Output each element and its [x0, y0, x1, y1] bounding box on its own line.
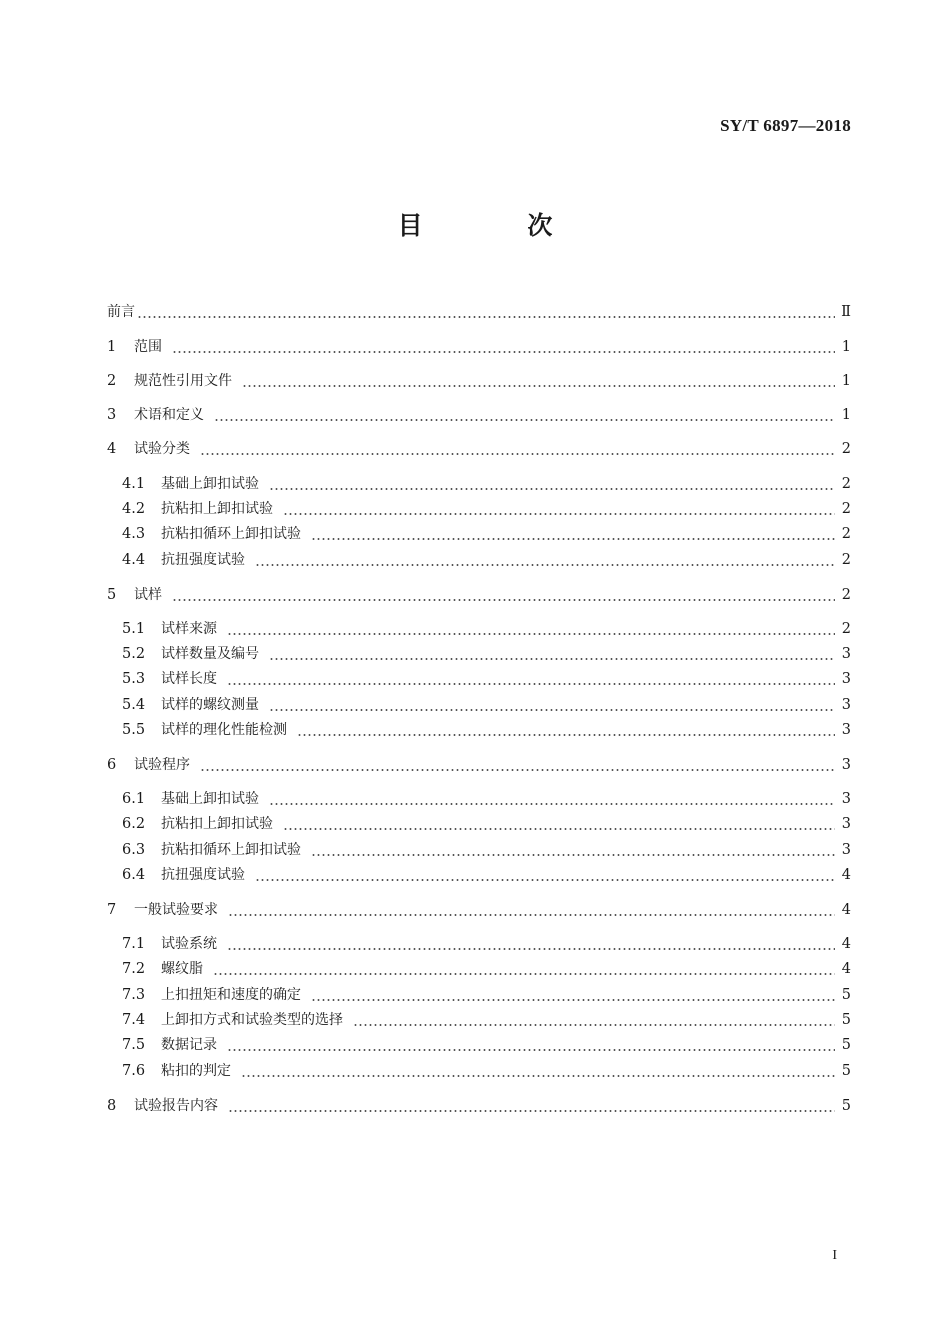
- toc-entry-number: 7.1: [122, 936, 146, 952]
- toc-entry[interactable]: [122, 1060, 851, 1082]
- dot-leader: [311, 839, 835, 861]
- toc-entry-number: 5.2: [122, 646, 146, 662]
- dot-leader: [200, 438, 835, 460]
- toc-entry-label: 上扣扭矩和速度的确定: [161, 987, 301, 1003]
- toc-entry-number: 6: [107, 757, 117, 773]
- toc-entry-page: 5: [841, 987, 851, 1003]
- toc-entry-label: 数据记录: [161, 1037, 217, 1053]
- toc-entry[interactable]: [122, 549, 851, 571]
- dot-leader: [137, 301, 835, 323]
- toc-entry-label: 抗扭强度试验: [161, 552, 245, 568]
- toc-entry-number: 7: [107, 902, 117, 918]
- toc-entry-label: 试验报告内容: [134, 1098, 218, 1114]
- toc-entry-label: 抗粘扣循环上卸扣试验: [161, 842, 301, 858]
- toc-entry-page: 4: [841, 961, 851, 977]
- toc-entry[interactable]: [107, 336, 851, 358]
- toc-entry-label: 粘扣的判定: [161, 1063, 231, 1079]
- dot-leader: [269, 643, 835, 665]
- dot-leader: [297, 719, 835, 741]
- toc-entry-number: 3: [107, 407, 117, 423]
- toc-entry-label: 试样来源: [161, 621, 217, 637]
- toc-entry[interactable]: [107, 899, 851, 921]
- dot-leader: [228, 899, 835, 921]
- toc-entry-number: 7.5: [122, 1037, 146, 1053]
- toc-entry-label: 试样数量及编号: [161, 646, 259, 662]
- dot-leader: [269, 473, 835, 495]
- toc-entry-page: 2: [841, 587, 851, 603]
- dot-leader: [228, 1095, 835, 1117]
- toc-entry-number: 7.2: [122, 961, 146, 977]
- toc-entry-page: 1: [841, 339, 851, 355]
- page-title: 目 次: [397, 211, 601, 240]
- toc-entry-label: 试样的螺纹测量: [161, 697, 259, 713]
- dot-leader: [200, 754, 835, 776]
- toc-entry-label: 试样的理化性能检测: [161, 722, 287, 738]
- toc-entry[interactable]: [122, 473, 851, 495]
- dot-leader: [255, 864, 835, 886]
- toc-entry-label: 试样: [134, 587, 162, 603]
- toc-entry[interactable]: [122, 813, 851, 835]
- toc-entry-page: 4: [841, 902, 851, 918]
- dot-leader: [283, 498, 835, 520]
- dot-leader: [172, 584, 835, 606]
- toc-entry-label: 试验系统: [161, 936, 217, 952]
- toc-entry-page: 3: [841, 842, 851, 858]
- dot-leader: [241, 1060, 835, 1082]
- dot-leader: [269, 788, 835, 810]
- toc-entry[interactable]: [122, 1009, 851, 1031]
- toc-entry-page: 3: [841, 816, 851, 832]
- toc-entry-number: 6.3: [122, 842, 146, 858]
- toc-entry[interactable]: [122, 839, 851, 861]
- toc-entry-label: 一般试验要求: [134, 902, 218, 918]
- toc-entry-page: Ⅱ: [841, 304, 851, 320]
- toc-entry[interactable]: [122, 984, 851, 1006]
- toc-entry[interactable]: [122, 643, 851, 665]
- dot-leader: [227, 933, 835, 955]
- toc-entry[interactable]: [122, 864, 851, 886]
- toc-entry-number: 1: [107, 339, 117, 355]
- toc-entry[interactable]: [107, 754, 851, 776]
- toc-entry-number: 6.1: [122, 791, 146, 807]
- toc-entry[interactable]: [107, 404, 851, 426]
- toc-entry-number: 5: [107, 587, 117, 603]
- dot-leader: [353, 1009, 835, 1031]
- toc-entry-number: 4.1: [122, 476, 146, 492]
- toc-entry[interactable]: [122, 958, 851, 980]
- toc-entry-label: 试验分类: [134, 441, 190, 457]
- toc-entry-number: 5.1: [122, 621, 146, 637]
- toc-entry-number: 2: [107, 373, 117, 389]
- toc-entry-page: 3: [841, 697, 851, 713]
- toc-entry-number: 4: [107, 441, 117, 457]
- dot-leader: [283, 813, 835, 835]
- dot-leader: [227, 668, 835, 690]
- toc-entry-number: 4.3: [122, 526, 146, 542]
- toc-entry-label: 上卸扣方式和试验类型的选择: [161, 1012, 343, 1028]
- toc-entry-number: 5.3: [122, 671, 146, 687]
- toc-entry-label: 范围: [134, 339, 162, 355]
- toc-entry[interactable]: [122, 498, 851, 520]
- dot-leader: [172, 336, 835, 358]
- toc-entry-number: 5.5: [122, 722, 146, 738]
- toc-entry-page: 3: [841, 646, 851, 662]
- toc-entry-label: 基础上卸扣试验: [161, 476, 259, 492]
- toc-entry-number: 6.4: [122, 867, 146, 883]
- toc-entry-page: 5: [841, 1063, 851, 1079]
- toc-entry[interactable]: [122, 523, 851, 545]
- toc-entry-page: 5: [841, 1098, 851, 1114]
- toc-entry-page: 2: [841, 552, 851, 568]
- toc-entry-label: 前言: [107, 304, 135, 320]
- toc-entry[interactable]: [122, 788, 851, 810]
- page-number: I: [832, 1248, 837, 1263]
- toc-entry[interactable]: [107, 438, 851, 460]
- toc-entry-label: 术语和定义: [134, 407, 204, 423]
- dot-leader: [269, 694, 835, 716]
- toc-entry-label: 抗粘扣上卸扣试验: [161, 816, 273, 832]
- toc-entry[interactable]: [122, 694, 851, 716]
- dot-leader: [213, 958, 835, 980]
- dot-leader: [242, 370, 835, 392]
- toc-entry-page: 4: [841, 867, 851, 883]
- toc-entry-label: 抗扭强度试验: [161, 867, 245, 883]
- toc-entry[interactable]: [107, 584, 851, 606]
- toc-entry-page: 3: [841, 791, 851, 807]
- toc-entry-page: 4: [841, 936, 851, 952]
- toc-entry[interactable]: [107, 1095, 851, 1117]
- toc-entry-label: 螺纹脂: [161, 961, 203, 977]
- toc-entry[interactable]: [122, 719, 851, 741]
- toc-entry-label: 抗粘扣循环上卸扣试验: [161, 526, 301, 542]
- dot-leader: [255, 549, 835, 571]
- dot-leader: [227, 618, 835, 640]
- toc-entry[interactable]: [107, 301, 851, 323]
- toc-entry-number: 4.4: [122, 552, 146, 568]
- toc-entry-page: 2: [841, 501, 851, 517]
- toc-entry-label: 抗粘扣上卸扣试验: [161, 501, 273, 517]
- toc-entry-page: 5: [841, 1012, 851, 1028]
- toc-entry-page: 1: [841, 373, 851, 389]
- toc-entry-number: 5.4: [122, 697, 146, 713]
- dot-leader: [311, 523, 835, 545]
- toc-entry-number: 7.3: [122, 987, 146, 1003]
- toc-entry[interactable]: [122, 668, 851, 690]
- toc-entry-number: 6.2: [122, 816, 146, 832]
- toc-entry-page: 1: [841, 407, 851, 423]
- toc-entry-label: 基础上卸扣试验: [161, 791, 259, 807]
- standard-code: SY/T 6897—2018: [720, 116, 851, 135]
- toc-entry-page: 5: [841, 1037, 851, 1053]
- toc-entry-page: 2: [841, 441, 851, 457]
- toc-entry[interactable]: [122, 1034, 851, 1056]
- toc-entry-number: 4.2: [122, 501, 146, 517]
- toc-entry[interactable]: [107, 370, 851, 392]
- toc-entry[interactable]: [122, 933, 851, 955]
- toc-entry-number: 7.4: [122, 1012, 146, 1028]
- dot-leader: [311, 984, 835, 1006]
- toc-entry-label: 试样长度: [161, 671, 217, 687]
- toc-entry-page: 2: [841, 621, 851, 637]
- toc-entry-page: 3: [841, 757, 851, 773]
- toc-entry-page: 3: [841, 671, 851, 687]
- toc-entry-page: 2: [841, 476, 851, 492]
- dot-leader: [214, 404, 835, 426]
- toc-entry-number: 8: [107, 1098, 117, 1114]
- toc-entry-page: 3: [841, 722, 851, 738]
- toc-entry-label: 试验程序: [134, 757, 190, 773]
- toc-entry-page: 2: [841, 526, 851, 542]
- toc-entry-label: 规范性引用文件: [134, 373, 232, 389]
- toc-entry[interactable]: [122, 618, 851, 640]
- dot-leader: [227, 1034, 835, 1056]
- toc-entry-number: 7.6: [122, 1063, 146, 1079]
